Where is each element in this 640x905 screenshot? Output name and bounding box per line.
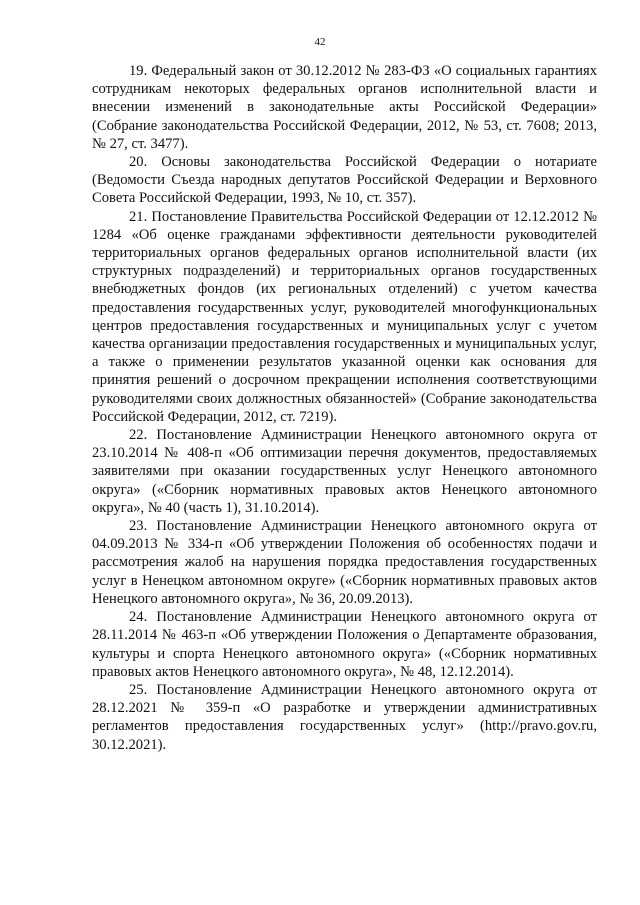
list-item-22: 22. Постановление Администрации Ненецкого автономного округа от 23.10.2014 № 408-п «Об оптимизации перечня документов, предоставляемых заявителями при оказании государственных услуг Ненецкого автономного округа» («Сборник нормативных правовых актов Ненецкого автономного округа», № 40 (часть 1), 31.10.2014). <box>92 427 597 516</box>
list-item-25: 25. Постановление Администрации Ненецкого автономного округа от 28.12.2021 № 359-п «О разработке и утверждении административных регламентов предоставления государственных услуг» (http://pravo.gov.ru, 30.12.2021). <box>92 681 597 753</box>
list-item-19: 19. Федеральный закон от 30.12.2012 № 283-ФЗ «О социальных гарантиях сотрудникам некоторых федеральных органов исполнительной власти и внесении изменений в законодательные акты Российской Федерации» (Собрание законодательства Российской Федерации, 2012, № 53, ст. 7608; 2013, № 27, ст. 3477). <box>92 63 597 152</box>
page-number: 42 <box>314 36 326 48</box>
list-item-21: 21. Постановление Правительства Российской Федерации от 12.12.2012 № 1284 «Об оценке гражданами эффективности деятельности руководителей территориальных органов федеральных органов исполнительной власти (их структурных подразделений) и территориальных органов государственных внебюджетных фондов (их региональных отделений) с учетом качества предоставления государственных услуг, руководителей многофункциональных центров предоставления государственных и муниципальных услуг с учетом качества организации предоставления государственных и муниципальных услуг, а также о применении результатов указанной оценки как основания для принятия решений о досрочном прекращении исполнения соответствующими руководителями своих должностных обязанностей» (Собрание законодательства Российской Федерации, 2012, ст. 7219). <box>92 208 597 425</box>
list-item-23: 23. Постановление Администрации Ненецкого автономного округа от 04.09.2013 № 334-п «Об утверждении Положения об особенностях подачи и рассмотрения жалоб на нарушения порядка предоставления государственных услуг в Ненецком автономном округе» («Сборник нормативных правовых актов Ненецкого автономного округа», № 36, 20.09.2013). <box>92 518 597 607</box>
list-item-20: 20. Основы законодательства Российской Федерации о нотариате (Ведомости Съезда народных депутатов Российской Федерации и Верховного Совета Российской Федерации, 1993, № 10, ст. 357). <box>92 154 597 207</box>
document-body <box>92 62 597 754</box>
list-item-24: 24. Постановление Администрации Ненецкого автономного округа от 28.11.2014 № 463-п «Об утверждении Положения о Департаменте образования, культуры и спорта Ненецкого автономного округа» («Сборник нормативных правовых актов Ненецкого автономного округа», № 48, 12.12.2014). <box>92 609 597 680</box>
